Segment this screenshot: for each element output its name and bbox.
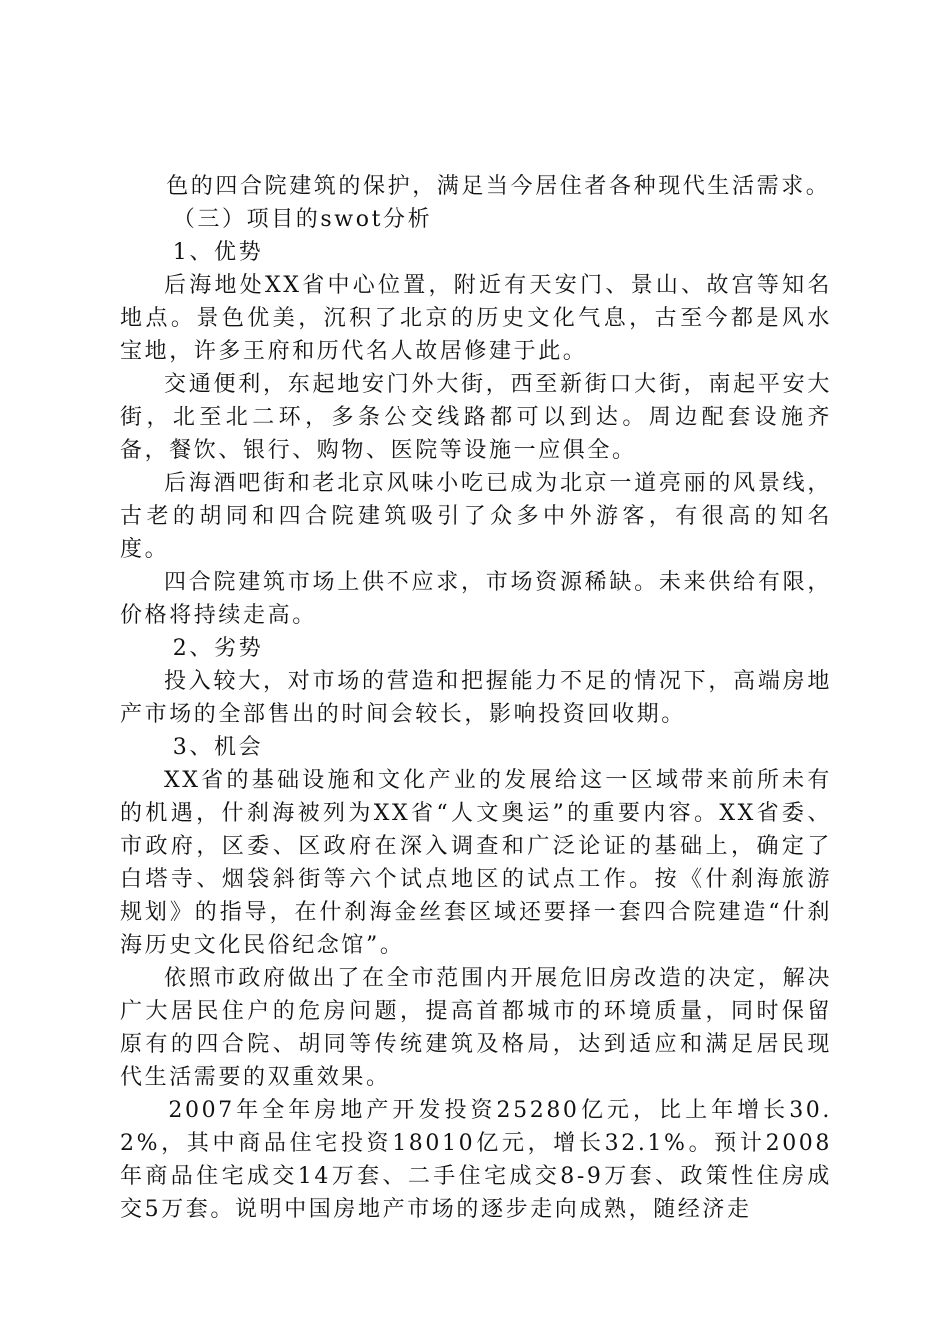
subheading-opportunities: 3、机会 (172, 735, 264, 760)
document-page (120, 170, 832, 1226)
paragraph-strength-transport: 交通便利，东起地安门外大街，西至新街口大街，南起平安大街，北至北二环，多条公交线路都可以到达。周边配套设施齐备，餐饮、银行、购物、医院等设施一应俱全。 (120, 372, 832, 463)
paragraph-weakness: 投入较大，对市场的营造和把握能力不足的情况下，高端房地产市场的全部售出的时间会较长，影响投资回收期。 (120, 669, 832, 727)
paragraph-strength-reputation: 后海酒吧街和老北京风味小吃已成为北京一道亮丽的风景线，古老的胡同和四合院建筑吸引了众多中外游客，有很高的知名度。 (120, 471, 832, 562)
paragraph-opportunity-renovation: 依照市政府做出了在全市范围内开展危旧房改造的决定，解决广大居民住户的危房问题，提高首都城市的环境质量，同时保留原有的四合院、胡同等传统建筑及格局，达到适应和满足居民现代生活需要的双重效果。 (120, 966, 832, 1090)
subheading-weaknesses: 2、劣势 (172, 636, 264, 661)
paragraph-opportunity-infrastructure: XX省的基础设施和文化产业的发展给这一区域带来前所未有的机遇，什刹海被列为XX省“人文奥运”的重要内容。XX省委、市政府，区委、区政府在深入调查和广泛论证的基础上，确定了白塔寺、烟袋斜街等六个试点地区的试点工作。按《什刹海旅游规划》的指导，在什刹海金丝套区域还要择一套四合院建造“什刹海历史文化民俗纪念馆”。 (120, 768, 832, 958)
section-heading-swot: （三）项目的swot分析 (172, 207, 433, 232)
paragraph-1: 色的四合院建筑的保护，满足当今居住者各种现代生活需求。 (166, 174, 831, 199)
paragraph-strength-market: 四合院建筑市场上供不应求，市场资源稀缺。未来供给有限，价格将持续走高。 (120, 570, 832, 628)
paragraph-opportunity-statistics: 2007年全年房地产开发投资25280亿元，比上年增长30.2%，其中商品住宅投资18010亿元，增长32.1%。预计2008年商品住宅成交14万套、二手住宅成交8-9万套、政策性住房成交5万套。说明中国房地产市场的逐步走向成熟，随经济走 (120, 1098, 832, 1222)
subheading-strengths: 1、优势 (172, 240, 264, 265)
paragraph-strength-location: 后海地处XX省中心位置，附近有天安门、景山、故宫等知名地点。景色优美，沉积了北京的历史文化气息，古至今都是风水宝地，许多王府和历代名人故居修建于此。 (120, 273, 832, 364)
